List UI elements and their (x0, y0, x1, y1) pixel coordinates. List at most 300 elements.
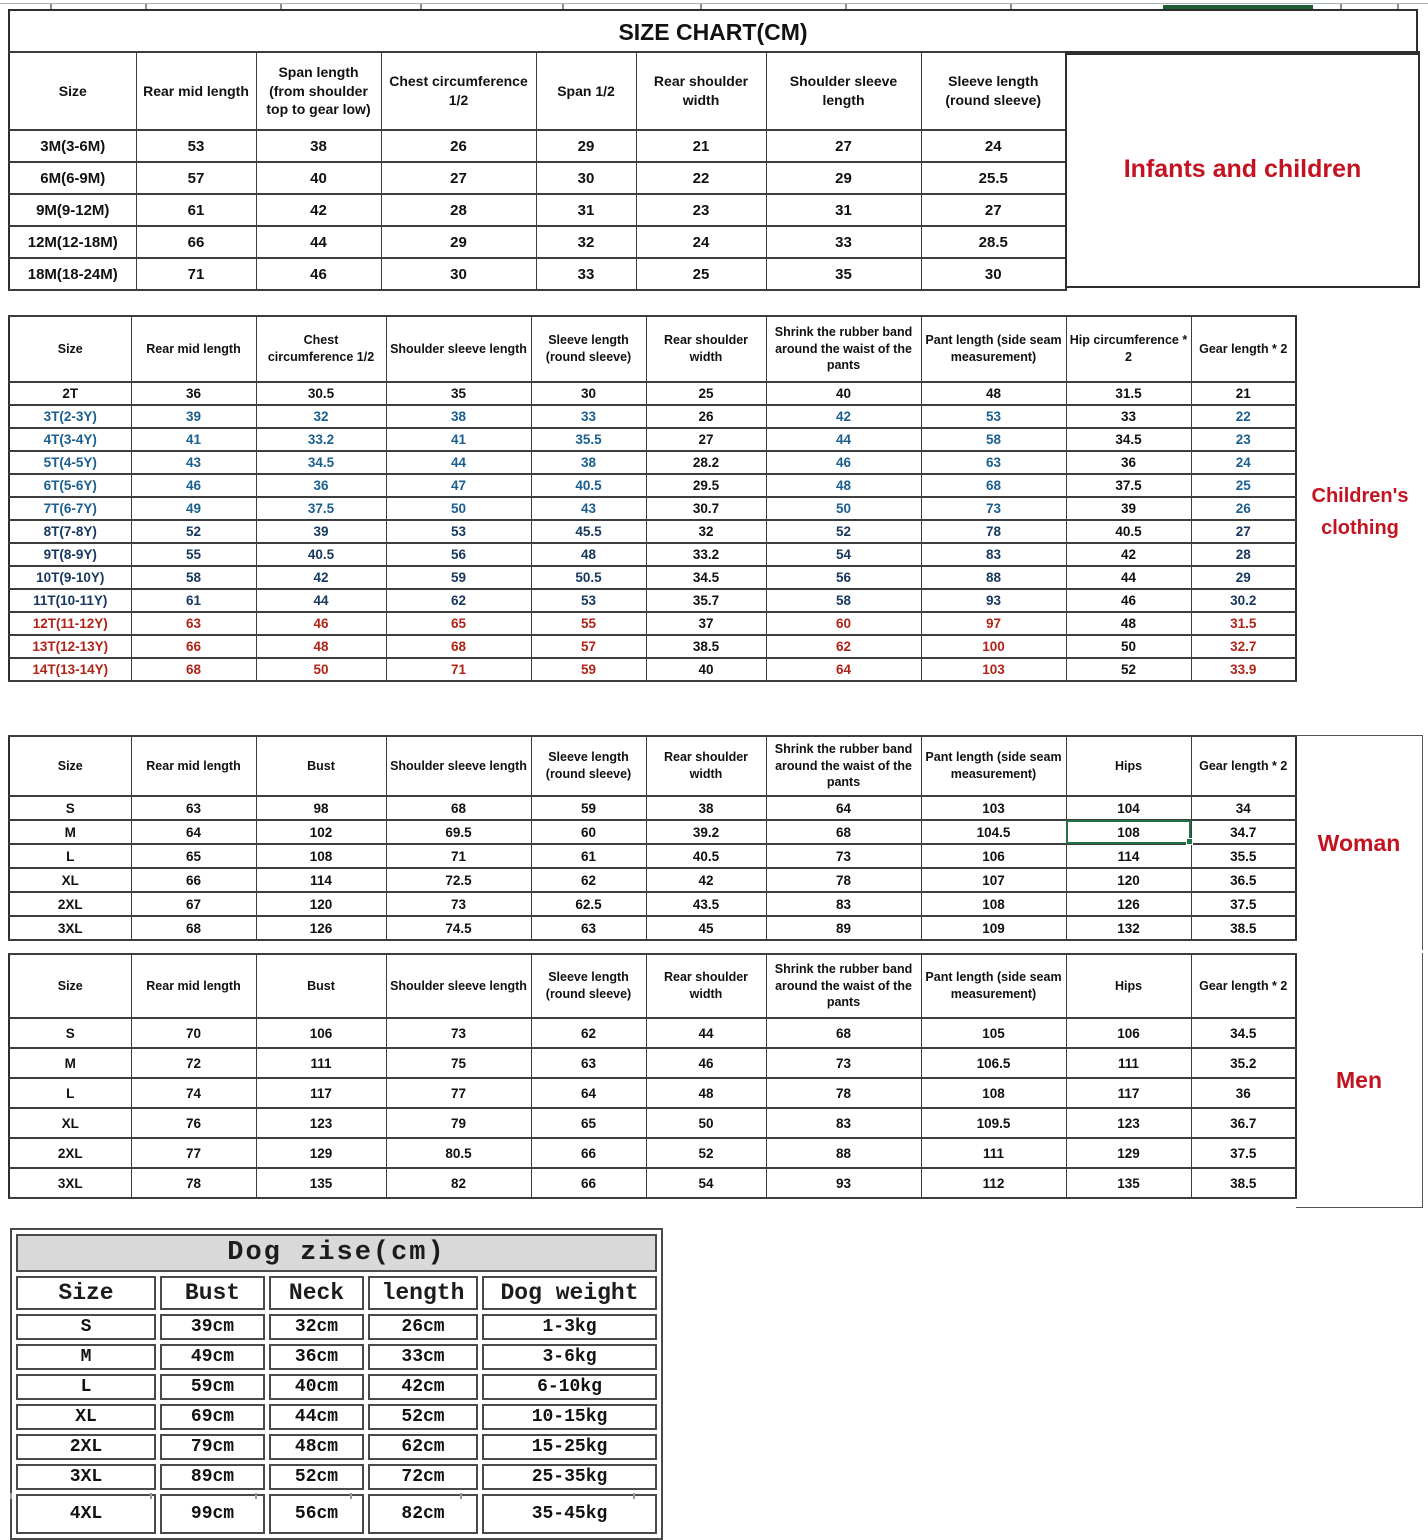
column-header: Bust (256, 736, 386, 796)
table-cell: 6M(6-9M) (9, 162, 136, 194)
table-cell: 114 (256, 868, 386, 892)
table-cell: 33 (531, 405, 646, 428)
table-row (16, 1464, 657, 1490)
table-cell: 107 (921, 868, 1066, 892)
table-cell: 40.5 (646, 844, 766, 868)
table-cell: 66 (131, 868, 256, 892)
table-cell: 36 (1191, 1078, 1296, 1108)
table-cell: 35 (386, 382, 531, 405)
table-cell: 106 (256, 1018, 386, 1048)
table-cell: 8T(7-8Y) (9, 520, 131, 543)
column-header: Rear mid length (131, 736, 256, 796)
table-cell: 1-3kg (482, 1314, 657, 1340)
column-header: Bust (256, 954, 386, 1018)
table-cell: 82cm (368, 1494, 478, 1534)
men-size-table (8, 953, 1297, 1199)
table-cell: 26 (1191, 497, 1296, 520)
table-cell: 37.5 (1191, 892, 1296, 916)
table-cell: 14T(13-14Y) (9, 658, 131, 681)
column-header: Chest circumference 1/2 (256, 316, 386, 382)
table-cell: 29 (766, 162, 921, 194)
table-cell: 2XL (16, 1434, 156, 1460)
column-header: Pant length (side seam measurement) (921, 736, 1066, 796)
table-cell: 64 (531, 1078, 646, 1108)
table-cell: 78 (766, 868, 921, 892)
table-row (9, 1048, 1296, 1078)
table-cell: 132 (1066, 916, 1191, 940)
table-cell: 106 (1066, 1018, 1191, 1048)
table-cell: 58 (921, 428, 1066, 451)
table-cell: 76 (131, 1108, 256, 1138)
table-cell: 62 (531, 1018, 646, 1048)
table-cell: 105 (921, 1018, 1066, 1048)
table-row (9, 1138, 1296, 1168)
table-cell: 104.5 (921, 820, 1066, 844)
table-row (16, 1344, 657, 1370)
table-cell: 73 (766, 1048, 921, 1078)
column-header: Hip circumference * 2 (1066, 316, 1191, 382)
table-cell: 26cm (368, 1314, 478, 1340)
table-row (9, 497, 1296, 520)
table-cell: 129 (1066, 1138, 1191, 1168)
table-cell: 62 (766, 635, 921, 658)
table-cell: 21 (1191, 382, 1296, 405)
table-cell: 21 (636, 130, 766, 162)
table-cell: 57 (531, 635, 646, 658)
column-header: Rear mid length (131, 316, 256, 382)
table-cell: 44 (646, 1018, 766, 1048)
table-cell: 38.5 (1191, 916, 1296, 940)
table-cell: 68 (131, 658, 256, 681)
table-cell: 72 (131, 1048, 256, 1078)
header-row (9, 316, 1296, 382)
table-cell: 117 (256, 1078, 386, 1108)
table-cell: 32 (646, 520, 766, 543)
table-cell: 33cm (368, 1344, 478, 1370)
table-cell: 55 (131, 543, 256, 566)
column-header: Size (9, 52, 136, 130)
table-cell: 70 (131, 1018, 256, 1048)
table-cell: 35.5 (531, 428, 646, 451)
table-cell: 36 (256, 474, 386, 497)
table-cell: 30 (536, 162, 636, 194)
column-header: Size (9, 736, 131, 796)
table-row (9, 543, 1296, 566)
table-cell: 3XL (9, 1168, 131, 1198)
header-row (9, 954, 1296, 1018)
table-cell: 39 (1066, 497, 1191, 520)
column-header: Span 1/2 (536, 52, 636, 130)
column-header: Pant length (side seam measurement) (921, 316, 1066, 382)
table-cell: 36.7 (1191, 1108, 1296, 1138)
table-cell: 38.5 (1191, 1168, 1296, 1198)
table-cell: M (9, 1048, 131, 1078)
table-row (9, 451, 1296, 474)
table-cell: 68 (131, 916, 256, 940)
table-cell: 40cm (269, 1374, 364, 1400)
table-cell: 6-10kg (482, 1374, 657, 1400)
table-cell: 74 (131, 1078, 256, 1108)
table-cell: 42 (1066, 543, 1191, 566)
table-cell: S (16, 1314, 156, 1340)
table-cell: 49 (131, 497, 256, 520)
table-cell: 71 (386, 658, 531, 681)
table-cell: 61 (531, 844, 646, 868)
column-header: Pant length (side seam measurement) (921, 954, 1066, 1018)
table-cell: 30.5 (256, 382, 386, 405)
table-cell: 49cm (160, 1344, 265, 1370)
table-row (9, 520, 1296, 543)
data-table (8, 953, 1297, 1199)
table-cell: 45 (646, 916, 766, 940)
table-cell: 62 (531, 868, 646, 892)
table-row (9, 226, 1066, 258)
table-cell: 98 (256, 796, 386, 820)
table-cell: 24 (921, 130, 1066, 162)
table-cell: 35-45kg (482, 1494, 657, 1534)
dog-size-table (10, 1228, 663, 1540)
table-cell: 56 (766, 566, 921, 589)
page-title: SIZE CHART(CM) (8, 9, 1418, 55)
table-row (9, 844, 1296, 868)
table-cell: 35.7 (646, 589, 766, 612)
table-row (9, 820, 1296, 844)
column-header: Dog weight (482, 1276, 657, 1310)
table-row (9, 589, 1296, 612)
table-row (9, 428, 1296, 451)
table-cell: 27 (766, 130, 921, 162)
table-cell: 12T(11-12Y) (9, 612, 131, 635)
table-cell: 63 (921, 451, 1066, 474)
table-cell: 39.2 (646, 820, 766, 844)
table-cell: 39cm (160, 1314, 265, 1340)
table-cell: 41 (131, 428, 256, 451)
table-cell: 83 (766, 892, 921, 916)
table-cell: 77 (386, 1078, 531, 1108)
table-row (9, 405, 1296, 428)
table-cell: 42cm (368, 1374, 478, 1400)
table-cell: 61 (131, 589, 256, 612)
table-cell: 4T(3-4Y) (9, 428, 131, 451)
column-header: Shoulder sleeve length (386, 316, 531, 382)
table-cell: 79cm (160, 1434, 265, 1460)
table-cell: 106 (921, 844, 1066, 868)
table-cell: 89cm (160, 1464, 265, 1490)
header-row (9, 52, 1066, 130)
table-cell: 25-35kg (482, 1464, 657, 1490)
table-cell: 27 (646, 428, 766, 451)
table-cell: 37.5 (256, 497, 386, 520)
table-cell: 9T(8-9Y) (9, 543, 131, 566)
column-header: Shoulder sleeve length (386, 736, 531, 796)
column-header: Sleeve length (round sleeve) (531, 736, 646, 796)
table-cell: 56cm (269, 1494, 364, 1534)
table-title-row (16, 1234, 657, 1272)
table-cell: L (9, 844, 131, 868)
spreadsheet-gridline-top (0, 3, 1428, 4)
table-cell: 99cm (160, 1494, 265, 1534)
table-cell: 52cm (368, 1404, 478, 1430)
column-header: Shrink the rubber band around the waist of the pants (766, 954, 921, 1018)
table-cell: 44cm (269, 1404, 364, 1430)
table-cell: 97 (921, 612, 1066, 635)
table-cell: 62cm (368, 1434, 478, 1460)
table-cell: 2XL (9, 892, 131, 916)
table-cell: 3XL (16, 1464, 156, 1490)
table-cell: 29 (1191, 566, 1296, 589)
table-cell: 93 (766, 1168, 921, 1198)
table-cell: 53 (531, 589, 646, 612)
table-cell: 38 (256, 130, 381, 162)
woman-section-label: Woman (1296, 735, 1423, 950)
table-cell: 78 (921, 520, 1066, 543)
table-cell: 64 (131, 820, 256, 844)
table-cell: XL (9, 1108, 131, 1138)
table-cell: 40.5 (531, 474, 646, 497)
table-cell: 73 (386, 1018, 531, 1048)
table-cell: 103 (921, 796, 1066, 820)
table-cell: 66 (131, 635, 256, 658)
table-cell: 54 (766, 543, 921, 566)
table-cell: 3XL (9, 916, 131, 940)
table-cell: 28 (381, 194, 536, 226)
table-cell: 67 (131, 892, 256, 916)
table-cell: 44 (256, 589, 386, 612)
table-cell: 27 (381, 162, 536, 194)
table-cell: 3-6kg (482, 1344, 657, 1370)
table-cell: 6T(5-6Y) (9, 474, 131, 497)
table-cell: 25 (636, 258, 766, 290)
table-row (9, 1018, 1296, 1048)
table-cell: 23 (1191, 428, 1296, 451)
table-cell: 31 (766, 194, 921, 226)
table-cell: 66 (136, 226, 256, 258)
table-cell: 68 (386, 635, 531, 658)
table-cell: 78 (766, 1078, 921, 1108)
table-cell: 100 (921, 635, 1066, 658)
table-cell: 135 (1066, 1168, 1191, 1198)
table-cell: 24 (1191, 451, 1296, 474)
table-cell: 33 (1066, 405, 1191, 428)
column-header: length (368, 1276, 478, 1310)
table-cell: 18M(18-24M) (9, 258, 136, 290)
table-cell: 126 (256, 916, 386, 940)
table-cell: 63 (531, 1048, 646, 1078)
table-cell: 68 (766, 1018, 921, 1048)
table-cell: 56 (386, 543, 531, 566)
table-cell: 57 (136, 162, 256, 194)
table-cell: S (9, 796, 131, 820)
table-cell: 33 (536, 258, 636, 290)
table-cell: 108 (921, 892, 1066, 916)
table-cell: 78 (131, 1168, 256, 1198)
table-cell: 39 (131, 405, 256, 428)
table-cell: 44 (766, 428, 921, 451)
table-cell: 30 (921, 258, 1066, 290)
table-cell: 26 (381, 130, 536, 162)
table-row (9, 566, 1296, 589)
table-cell: 82 (386, 1168, 531, 1198)
table-cell: 35 (766, 258, 921, 290)
column-header: Rear shoulder width (646, 736, 766, 796)
table-cell: 46 (256, 258, 381, 290)
table-cell: 60 (766, 612, 921, 635)
selected-cell: 108 (1066, 820, 1191, 844)
table-cell: 35.5 (1191, 844, 1296, 868)
table-cell: 80.5 (386, 1138, 531, 1168)
table-cell: 93 (921, 589, 1066, 612)
table-cell: 40.5 (256, 543, 386, 566)
column-header: Rear shoulder width (636, 52, 766, 130)
table-row (9, 258, 1066, 290)
column-header: Hips (1066, 736, 1191, 796)
column-header: Span length (from shoulder top to gear low) (256, 52, 381, 130)
table-row (9, 916, 1296, 940)
table-row (9, 474, 1296, 497)
table-cell: 48cm (269, 1434, 364, 1460)
table-cell: 50.5 (531, 566, 646, 589)
table-cell: 25.5 (921, 162, 1066, 194)
table-cell: 38 (386, 405, 531, 428)
table-row (16, 1314, 657, 1340)
table-cell: 60 (531, 820, 646, 844)
column-header: Gear length * 2 (1191, 954, 1296, 1018)
table-cell: 44 (1066, 566, 1191, 589)
table-cell: 43 (131, 451, 256, 474)
table-cell: 34.5 (646, 566, 766, 589)
table-row (16, 1434, 657, 1460)
table-cell: 34.7 (1191, 820, 1296, 844)
table-cell: 135 (256, 1168, 386, 1198)
table-cell: 42 (256, 566, 386, 589)
table-cell: M (16, 1344, 156, 1370)
table-cell: 39 (256, 520, 386, 543)
table-cell: 112 (921, 1168, 1066, 1198)
table-cell: 15-25kg (482, 1434, 657, 1460)
table-cell: 3M(3-6M) (9, 130, 136, 162)
table-cell: 31 (536, 194, 636, 226)
table-cell: 53 (386, 520, 531, 543)
table-cell: 66 (531, 1168, 646, 1198)
table-cell: 73 (386, 892, 531, 916)
table-cell: 123 (256, 1108, 386, 1138)
table-row (9, 130, 1066, 162)
table-cell: 59 (386, 566, 531, 589)
table-cell: 27 (1191, 520, 1296, 543)
column-header: Neck (269, 1276, 364, 1310)
column-header: Rear shoulder width (646, 954, 766, 1018)
table-cell: 106.5 (921, 1048, 1066, 1078)
data-table (8, 51, 1067, 291)
column-header: Size (9, 316, 131, 382)
table-cell: 25 (646, 382, 766, 405)
table-cell: 120 (1066, 868, 1191, 892)
table-cell: 88 (766, 1138, 921, 1168)
table-cell: 23 (636, 194, 766, 226)
table-cell: 59 (531, 796, 646, 820)
table-row (9, 1078, 1296, 1108)
table-cell: 120 (256, 892, 386, 916)
table-cell: 68 (386, 796, 531, 820)
column-header: Sleeve length (round sleeve) (921, 52, 1066, 130)
table-cell: 37.5 (1066, 474, 1191, 497)
table-cell: 126 (1066, 892, 1191, 916)
table-cell: 74.5 (386, 916, 531, 940)
table-row (9, 1168, 1296, 1198)
table-cell: 62 (386, 589, 531, 612)
column-header: Gear length * 2 (1191, 316, 1296, 382)
table-cell: 40 (256, 162, 381, 194)
column-header: Shrink the rubber band around the waist of the pants (766, 736, 921, 796)
table-row (16, 1404, 657, 1430)
table-cell: 123 (1066, 1108, 1191, 1138)
table-cell: 50 (646, 1108, 766, 1138)
table-cell: 89 (766, 916, 921, 940)
column-header: Sleeve length (round sleeve) (531, 954, 646, 1018)
table-row (9, 382, 1296, 405)
table-cell: 4XL (16, 1494, 156, 1534)
table-cell: 46 (646, 1048, 766, 1078)
table-cell: 68 (921, 474, 1066, 497)
table-cell: 59cm (160, 1374, 265, 1400)
table-cell: 41 (386, 428, 531, 451)
table-cell: M (9, 820, 131, 844)
table-cell: 38 (531, 451, 646, 474)
table-cell: 5T(4-5Y) (9, 451, 131, 474)
table-cell: 42 (766, 405, 921, 428)
column-header: Shoulder sleeve length (766, 52, 921, 130)
table-cell: 66 (531, 1138, 646, 1168)
table-row (9, 162, 1066, 194)
table-cell: 35.2 (1191, 1048, 1296, 1078)
table-cell: 61 (136, 194, 256, 226)
table-cell: 42 (256, 194, 381, 226)
table-cell: 36.5 (1191, 868, 1296, 892)
table-cell: 34.5 (1191, 1018, 1296, 1048)
table-cell: 29 (381, 226, 536, 258)
infants-size-table (8, 51, 1067, 291)
table-cell: 73 (921, 497, 1066, 520)
gridline-tick (150, 1493, 152, 1499)
table-cell: 75 (386, 1048, 531, 1078)
table-cell: 53 (136, 130, 256, 162)
table-cell: 37.5 (1191, 1138, 1296, 1168)
table-cell: 2T (9, 382, 131, 405)
table-cell: 69.5 (386, 820, 531, 844)
table-cell: 47 (386, 474, 531, 497)
table-cell: 34 (1191, 796, 1296, 820)
table-cell: 28.2 (646, 451, 766, 474)
table-cell: 50 (386, 497, 531, 520)
children-section-label: Children's clothing (1311, 484, 1409, 539)
table-cell: 25 (1191, 474, 1296, 497)
table-cell: 69cm (160, 1404, 265, 1430)
table-cell: 48 (531, 543, 646, 566)
table-cell: 62.5 (531, 892, 646, 916)
table-cell: XL (9, 868, 131, 892)
table-cell: 73 (766, 844, 921, 868)
column-header: Hips (1066, 954, 1191, 1018)
table-cell: 58 (766, 589, 921, 612)
column-header: Rear mid length (131, 954, 256, 1018)
table-cell: 38 (646, 796, 766, 820)
table-cell: 111 (1066, 1048, 1191, 1078)
table-cell: 34.5 (1066, 428, 1191, 451)
table-cell: 48 (921, 382, 1066, 405)
table-cell: 9M(9-12M) (9, 194, 136, 226)
table-row (16, 1494, 657, 1534)
table-cell: 52 (766, 520, 921, 543)
